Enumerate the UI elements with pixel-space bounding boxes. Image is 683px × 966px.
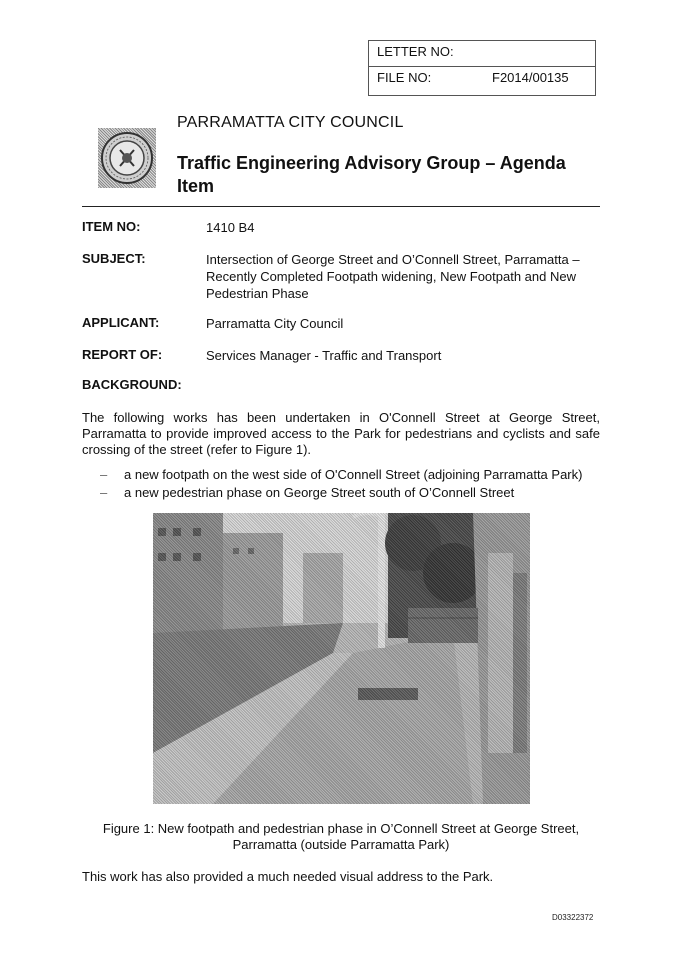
subject-label: SUBJECT: (82, 251, 146, 266)
file-no-label: FILE NO: (377, 70, 432, 85)
document-id: D03322372 (552, 913, 594, 922)
council-seal-icon (98, 128, 156, 188)
letter-no-row (369, 41, 595, 67)
background-paragraph: The following works has been undertaken in O'Connell Street at George Street, Parramatta to provide improved access to the Park for pedestrians and cyclists and safe crossing of the street (refer to Figure 1). (82, 410, 600, 457)
letter-file-box (368, 40, 596, 96)
photo-halftone (153, 513, 530, 804)
subject-value: Intersection of George Street and O’Connell Street, Parramatta – Recently Completed Footpath widening, New Footpath and New Pedestrian Phase (206, 252, 580, 301)
list-item (100, 466, 582, 484)
council-name: PARRAMATTA CITY COUNCIL (177, 114, 404, 131)
figure-caption: Figure 1: New footpath and pedestrian phase in O’Connell Street at George Street, Parramatta (outside Parramatta Park) (102, 821, 580, 852)
list-item-text: a new pedestrian phase on George Street south of O’Connell Street (124, 485, 515, 500)
file-no-value: F2014/00135 (492, 70, 569, 85)
list-item (100, 484, 582, 502)
bullet-dash: – (100, 485, 108, 500)
bullet-dash: – (100, 467, 108, 482)
header-divider (82, 206, 600, 207)
applicant-label: APPLICANT: (82, 315, 160, 330)
document-title: Traffic Engineering Advisory Group – Agenda Item (177, 153, 566, 196)
figure-1-photo (153, 513, 530, 804)
background-heading: BACKGROUND: (82, 377, 182, 392)
report-of-label: REPORT OF: (82, 347, 163, 362)
letter-no-label: LETTER NO: (377, 44, 454, 59)
applicant-value: Parramatta City Council (206, 316, 344, 331)
item-no-value: 1410 B4 (206, 220, 255, 235)
report-of-value: Services Manager - Traffic and Transport (206, 348, 442, 363)
item-no-label: ITEM NO: (82, 219, 141, 234)
list-item-text: a new footpath on the west side of O'Connell Street (adjoining Parramatta Park) (124, 467, 583, 482)
file-no-row (369, 67, 595, 93)
closing-paragraph: This work has also provided a much needed visual address to the Park. (82, 869, 494, 884)
works-list (100, 466, 582, 502)
